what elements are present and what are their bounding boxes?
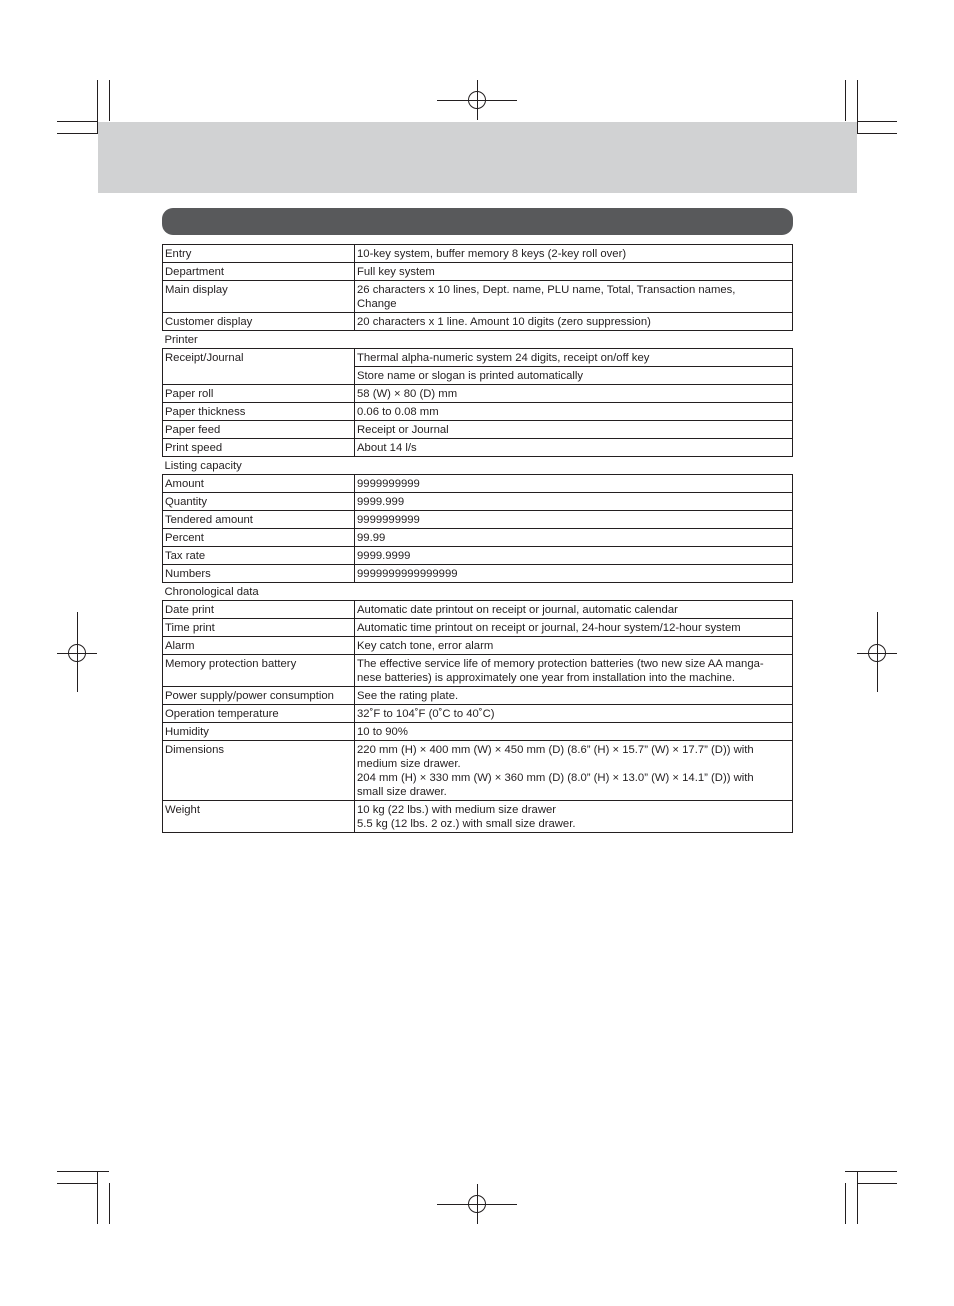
row-label: Amount — [163, 475, 355, 493]
crop-mark-bottom-right-h — [845, 1171, 897, 1172]
row-value: See the rating plate. — [355, 687, 793, 705]
crop-mark-top-right-h-inner — [857, 121, 897, 122]
row-label: Percent — [163, 529, 355, 547]
table-row — [163, 313, 793, 331]
crop-mark-bottom-left-h-inner — [57, 1183, 97, 1184]
table-row — [163, 547, 793, 565]
row-value: 9999.9999 — [355, 547, 793, 565]
table-row — [163, 439, 793, 457]
section-heading-row — [163, 457, 793, 475]
table-row — [163, 263, 793, 281]
row-value: 0.06 to 0.08 mm — [355, 403, 793, 421]
row-label: Humidity — [163, 723, 355, 741]
row-label: Paper thickness — [163, 403, 355, 421]
row-label: Operation temperature — [163, 705, 355, 723]
crop-mark-bottom-left-v-outer — [97, 1171, 98, 1224]
crop-mark-top-left-h-inner — [57, 121, 97, 122]
row-value: Full key system — [355, 263, 793, 281]
section-title-bar — [162, 208, 793, 235]
registration-left-circle — [68, 644, 86, 662]
row-label: Receipt/Journal — [163, 349, 355, 385]
row-label: Entry — [163, 245, 355, 263]
crop-mark-top-left-v-inner — [109, 80, 110, 121]
table-row — [163, 511, 793, 529]
crop-mark-bottom-left-h — [57, 1171, 109, 1172]
table-row — [163, 687, 793, 705]
row-value: The effective service life of memory protection batteries (two new size AA manga- nese batteries) is approximately one year from installation into the machine. — [355, 655, 793, 687]
row-label: Tendered amount — [163, 511, 355, 529]
row-value: 32˚F to 104˚F (0˚C to 40˚C) — [355, 705, 793, 723]
section-heading-listing-capacity: Listing capacity — [163, 457, 793, 475]
table-row — [163, 723, 793, 741]
table-row — [163, 281, 793, 313]
row-value: 9999999999 — [355, 475, 793, 493]
table-row — [163, 741, 793, 801]
row-value: 9999999999 — [355, 511, 793, 529]
table-row — [163, 655, 793, 687]
row-value: 26 characters x 10 lines, Dept. name, PLU name, Total, Transaction names, Change — [355, 281, 793, 313]
table-row — [163, 529, 793, 547]
registration-bottom-circle — [468, 1195, 486, 1213]
crop-mark-bottom-right-v-outer — [857, 1171, 858, 1224]
row-value: 99.99 — [355, 529, 793, 547]
crop-mark-top-right-v-outer — [857, 80, 858, 133]
section-heading-row — [163, 331, 793, 349]
table-row — [163, 601, 793, 619]
table-row — [163, 421, 793, 439]
row-value: 20 characters x 1 line. Amount 10 digits (zero suppression) — [355, 313, 793, 331]
section-heading-printer: Printer — [163, 331, 793, 349]
row-label: Main display — [163, 281, 355, 313]
row-value: Automatic date printout on receipt or journal, automatic calendar — [355, 601, 793, 619]
row-label: Customer display — [163, 313, 355, 331]
specifications-table — [162, 244, 793, 833]
table-row — [163, 565, 793, 583]
section-heading-row — [163, 583, 793, 601]
row-value: 9999.999 — [355, 493, 793, 511]
row-label: Dimensions — [163, 741, 355, 801]
registration-top-circle — [468, 91, 486, 109]
table-row — [163, 705, 793, 723]
row-label: Memory protection battery — [163, 655, 355, 687]
table-row — [163, 801, 793, 833]
header-band — [98, 122, 857, 193]
row-label: Alarm — [163, 637, 355, 655]
crop-mark-top-right-v-inner — [845, 80, 846, 121]
table-row — [163, 245, 793, 263]
row-label: Quantity — [163, 493, 355, 511]
row-value: 58 (W) × 80 (D) mm — [355, 385, 793, 403]
section-heading-chronological-data: Chronological data — [163, 583, 793, 601]
row-label: Power supply/power consumption — [163, 687, 355, 705]
table-row — [163, 475, 793, 493]
table-row — [163, 385, 793, 403]
row-value: Automatic time printout on receipt or journal, 24-hour system/12-hour system — [355, 619, 793, 637]
row-value: Key catch tone, error alarm — [355, 637, 793, 655]
row-label: Print speed — [163, 439, 355, 457]
row-label: Time print — [163, 619, 355, 637]
table-row — [163, 493, 793, 511]
registration-right-circle — [868, 644, 886, 662]
row-value: 10 kg (22 lbs.) with medium size drawer 5.5 kg (12 lbs. 2 oz.) with small size drawer. — [355, 801, 793, 833]
row-value: 10-key system, buffer memory 8 keys (2-key roll over) — [355, 245, 793, 263]
row-label: Date print — [163, 601, 355, 619]
row-value: 220 mm (H) × 400 mm (W) × 450 mm (D) (8.6” (H) × 15.7” (W) × 17.7” (D)) with medium size drawer. 204 mm (H) × 330 mm (W) × 360 mm (D) (8.0” (H) × 13.0” (W) × 14.1” (D)) with small size drawer. — [355, 741, 793, 801]
row-value: 10 to 90% — [355, 723, 793, 741]
table-row — [163, 403, 793, 421]
row-value: Receipt or Journal — [355, 421, 793, 439]
row-value: Thermal alpha-numeric system 24 digits, receipt on/off key — [355, 349, 793, 367]
table-row — [163, 619, 793, 637]
crop-mark-bottom-right-h-inner — [857, 1183, 897, 1184]
crop-mark-bottom-left-v-inner — [109, 1183, 110, 1224]
row-value: 9999999999999999 — [355, 565, 793, 583]
row-label: Weight — [163, 801, 355, 833]
row-label: Tax rate — [163, 547, 355, 565]
row-label: Department — [163, 263, 355, 281]
table-row — [163, 349, 793, 367]
row-label: Paper feed — [163, 421, 355, 439]
row-label: Numbers — [163, 565, 355, 583]
crop-mark-bottom-right-v-inner — [845, 1183, 846, 1224]
row-value: Store name or slogan is printed automatically — [355, 367, 793, 385]
row-label: Paper roll — [163, 385, 355, 403]
table-row — [163, 637, 793, 655]
row-value: About 14 l/s — [355, 439, 793, 457]
